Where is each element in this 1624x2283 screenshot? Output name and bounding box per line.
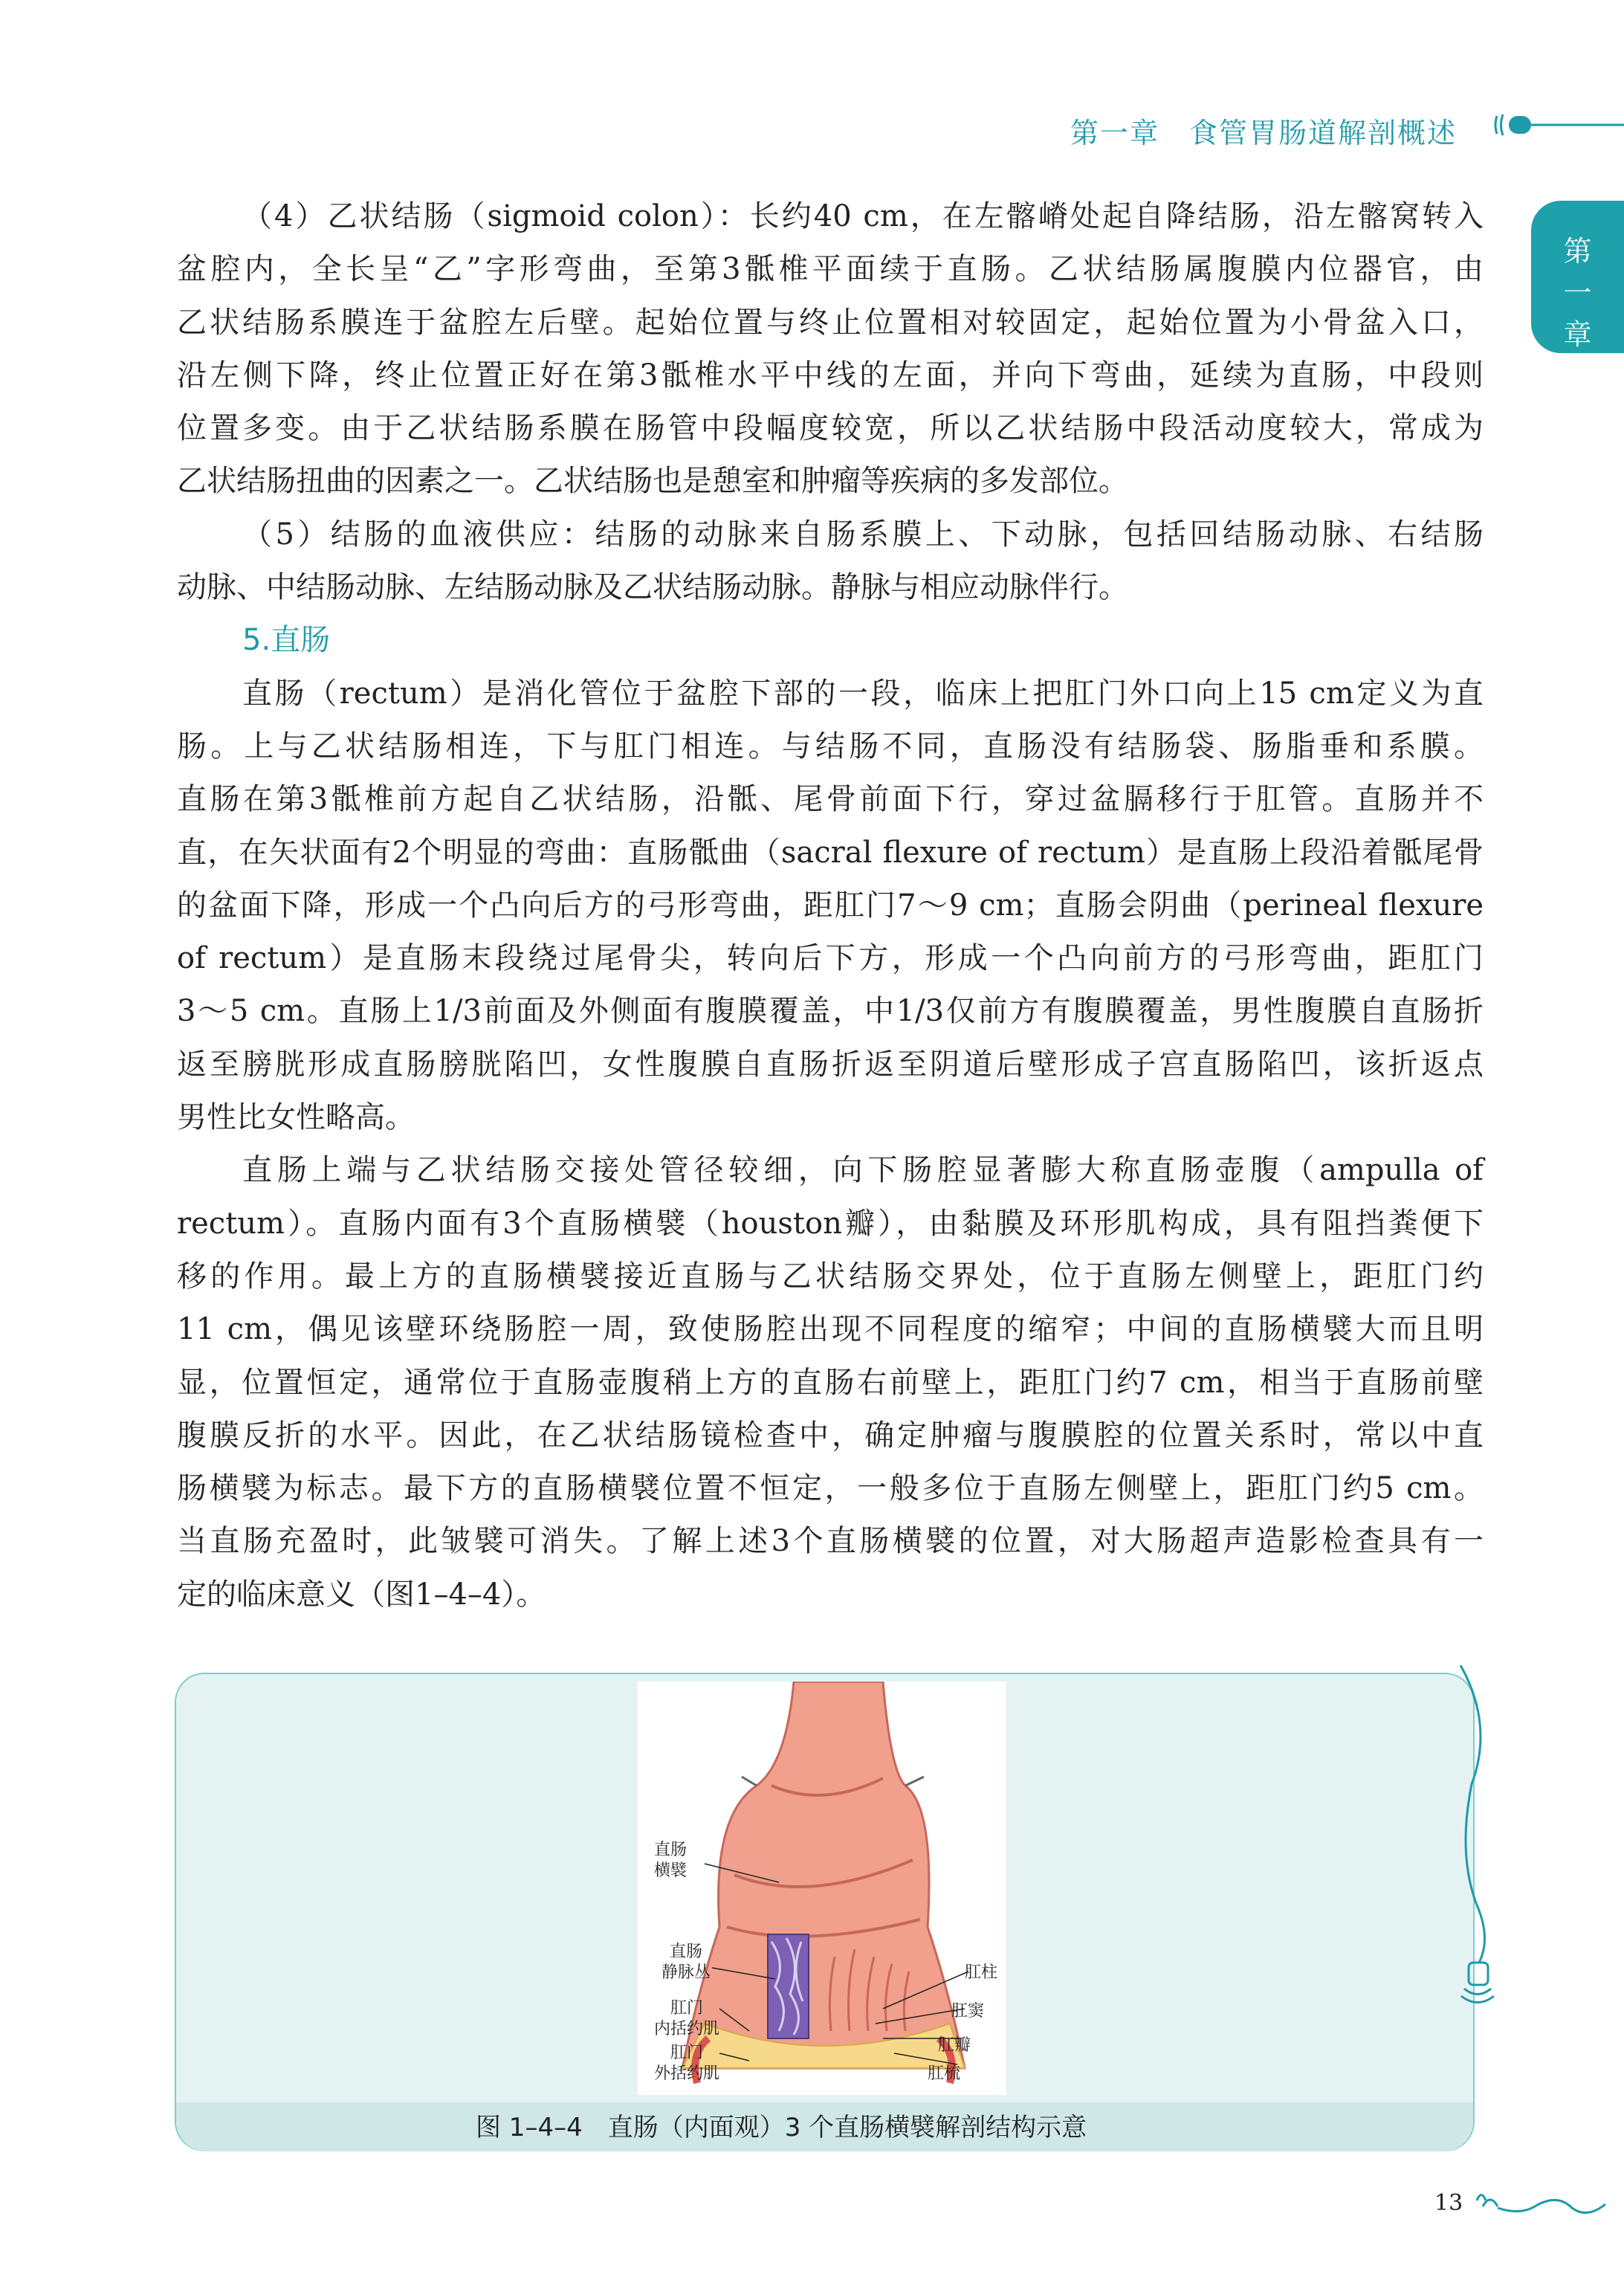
probe-icon: [1494, 110, 1624, 140]
label-pecten: 肛梳: [928, 2064, 961, 2083]
text-line: 显，位置恒定，通常位于直肠壶腹稍上方的直肠右前壁上，距肛门约7 cm，相当于直肠前壁: [177, 1365, 1484, 1400]
text-line: 肠横襞为标志。最下方的直肠横襞位置不恒定，一般多位于直肠左侧壁上，距肛门约5 cm。: [177, 1471, 1484, 1506]
text-line: 盆腔内，全长呈“乙”字形弯曲，至第3骶椎平面续于直肠。乙状结肠属腹膜内位器官，由: [177, 252, 1484, 287]
text-line: 的盆面下降，形成一个凸向后方的弓形弯曲，距肛门7～9 cm；直肠会阴曲（perineal flexure: [177, 888, 1484, 923]
text-line: （5）结肠的血液供应：结肠的动脉来自肠系膜上、下动脉，包括回结肠动脉、右结肠: [242, 517, 1484, 552]
text-line: 当直肠充盈时，此皱襞可消失。了解上述3个直肠横襞的位置，对大肠超声造影检查具有一: [177, 1524, 1484, 1559]
text-line: 沿左侧下降，终止位置正好在第3骶椎水平中线的左面，并向下弯曲，延续为直肠，中段则: [177, 358, 1484, 393]
text-line: 11 cm，偶见该壁环绕肠腔一周，致使肠腔出现不同程度的缩窄；中间的直肠横襞大而且明: [177, 1312, 1484, 1347]
chapter-tab: [1531, 201, 1624, 353]
text-line: （4）乙状结肠（sigmoid colon）：长约40 cm，在左髂嵴处起自降结肠，沿左髂窝转入: [242, 199, 1484, 233]
body-text: [177, 190, 1484, 1621]
running-title: 第一章 食管胃肠道解剖概述: [1070, 117, 1458, 149]
label-transverse-fold: 直肠 横襞: [654, 1841, 688, 1880]
probe-cable-icon: [1457, 1665, 1501, 2007]
label-anal-column: 肛柱: [965, 1963, 998, 1982]
figure-caption: 图 1–4–4 直肠（内面观）3 个直肠横襞解剖结构示意: [476, 2113, 1087, 2142]
text-line: 直肠（rectum）是消化管位于盆腔下部的一段，临床上把肛门外口向上15 cm定义为直: [242, 676, 1484, 711]
section-heading: 5.直肠: [242, 623, 331, 658]
page-number: 13: [1434, 2190, 1463, 2216]
text-line: 乙状结肠系膜连于盆腔左后壁。起始位置与终止位置相对较固定，起始位置为小骨盆入口，: [177, 305, 1484, 340]
text-line: 位置多变。由于乙状结肠系膜在肠管中段幅度较宽，所以乙状结肠中段活动度较大，常成为: [177, 411, 1484, 446]
text-line: 直，在矢状面有2个明显的弯曲：直肠骶曲（sacral flexure of rectum）是直肠上段沿着骶尾骨: [177, 835, 1484, 870]
text-line: 移的作用。最上方的直肠横襞接近直肠与乙状结肠交界处，位于直肠左侧壁上，距肛门约: [177, 1259, 1484, 1294]
text-line: 乙状结肠扭曲的因素之一。乙状结肠也是憩室和肿瘤等疾病的多发部位。: [177, 464, 1128, 499]
label-internal-sphincter: 肛门 内括约肌: [654, 1999, 720, 2038]
label-external-sphincter: 肛门 外括约肌: [654, 2044, 720, 2083]
label-anal-valve: 肛瓣: [938, 2036, 971, 2055]
label-anal-sinus: 肛窦: [951, 2002, 985, 2021]
text-line: 3～5 cm。直肠上1/3前面及外侧面有腹膜覆盖，中1/3仅前方有腹膜覆盖，男性腹膜自直肠折: [177, 994, 1484, 1029]
text-line: rectum）。直肠内面有3个直肠横襞（houston瓣），由黏膜及环形肌构成，具有阻挡粪便下: [177, 1206, 1484, 1241]
text-line: 返至膀胱形成直肠膀胱陷凹，女性腹膜自直肠折返至阴道后壁形成子宫直肠陷凹，该折返点: [177, 1047, 1484, 1082]
text-line: 动脉、中结肠动脉、左结肠动脉及乙状结肠动脉。静脉与相应动脉伴行。: [177, 570, 1128, 605]
text-line: 肠。上与乙状结肠相连，下与肛门相连。与结肠不同，直肠没有结肠袋、肠脂垂和系膜。: [177, 729, 1484, 763]
text-line: 直肠在第3骶椎前方起自乙状结肠，沿骶、尾骨前面下行，穿过盆膈移行于肛管。直肠并不: [177, 782, 1484, 817]
wave-icon: [1475, 2186, 1617, 2223]
chapter-tab-char: 第: [1563, 235, 1592, 268]
label-venous-plexus: 直肠 静脉丛: [661, 1943, 711, 1982]
text-line: of rectum）是直肠末段绕过尾骨尖，转向后下方，形成一个凸向前方的弓形弯曲，距肛门: [177, 941, 1484, 976]
text-line: 直肠上端与乙状结肠交接处管径较细，向下肠腔显著膨大称直肠壶腹（ampulla of: [242, 1153, 1484, 1188]
text-line: 定的临床意义（图1–4–4）。: [177, 1577, 546, 1612]
text-line: 男性比女性略高。: [177, 1100, 415, 1135]
text-line: 腹膜反折的水平。因此，在乙状结肠镜检查中，确定肿瘤与腹膜腔的位置关系时，常以中直: [177, 1418, 1484, 1453]
chapter-tab-char: 一: [1563, 277, 1592, 309]
chapter-tab-char: 章: [1563, 318, 1592, 351]
